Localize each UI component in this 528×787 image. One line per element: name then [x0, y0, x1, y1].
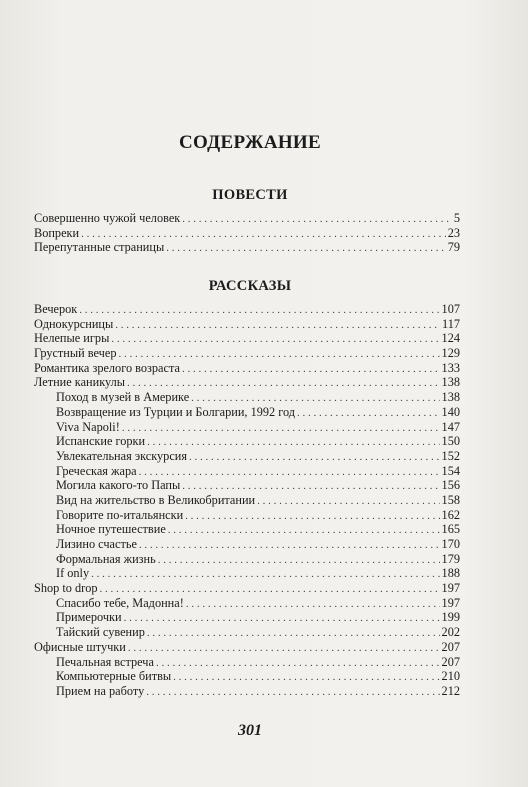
toc-subentry[interactable]: Поход в музей в Америке . . . 138 — [34, 390, 460, 405]
dot-leader — [257, 493, 439, 509]
toc-subentry[interactable]: Печальная встреча . . . 207 — [34, 655, 460, 670]
toc-entry[interactable]: Однокурсницы . . . 117 — [34, 317, 460, 332]
toc-entry[interactable]: Перепутанные страницы . . . 79 — [34, 240, 460, 255]
dot-leader — [111, 331, 439, 347]
page-number: 301 — [238, 722, 262, 739]
dot-leader — [127, 375, 440, 391]
toc-entry[interactable]: Романтика зрелого возраста . . . 133 — [34, 361, 460, 376]
toc-entry[interactable]: Совершенно чужой человек . . . 5 — [34, 211, 460, 226]
toc-subentry[interactable]: Испанские горки . . . 150 — [34, 434, 460, 449]
toc-subentry[interactable]: Говорите по-итальянски . . . 162 — [34, 508, 460, 523]
toc-subentry[interactable]: Ночное путешествие . . . 165 — [34, 522, 460, 537]
toc-subentry[interactable]: Вид на жительство в Великобритании . . . 158 — [34, 493, 460, 508]
toc-subentry[interactable]: Viva Napoli! . . . 147 — [34, 420, 460, 435]
dot-leader — [182, 478, 439, 494]
dot-leader — [166, 240, 445, 256]
dot-leader — [128, 640, 440, 656]
toc-subentry[interactable]: Увлекательная экскурсия . . . 152 — [34, 449, 460, 464]
dot-leader — [182, 211, 452, 227]
dot-leader — [118, 346, 439, 362]
dot-leader — [189, 449, 440, 465]
toc-entry[interactable]: Летние каникулы . . . 138 — [34, 375, 460, 390]
dot-leader — [146, 684, 439, 700]
toc-entry[interactable]: Shop to drop . . . 197 — [34, 581, 460, 596]
toc-subentry[interactable]: Греческая жара . . . 154 — [34, 464, 460, 479]
dot-leader — [147, 625, 440, 641]
dot-leader — [147, 434, 439, 450]
section-heading-stories: РАССКАЗЫ — [208, 278, 292, 294]
toc-entry[interactable]: Вопреки . . . 23 — [34, 226, 460, 241]
toc-subentry[interactable]: If only . . . 188 — [34, 566, 460, 581]
toc-entry[interactable]: Нелепые игры . . . 124 — [34, 331, 460, 346]
toc-subentry[interactable]: Компьютерные битвы . . . 210 — [34, 669, 460, 684]
dot-leader — [158, 552, 440, 568]
dot-leader — [115, 317, 440, 333]
toc-entry[interactable]: Вечерок . . . 107 — [34, 302, 460, 317]
toc-subentry[interactable]: Могила какого-то Папы . . . 156 — [34, 478, 460, 493]
dot-leader — [100, 581, 440, 597]
page-title: СОДЕРЖАНИЕ — [179, 132, 321, 153]
dot-leader — [156, 655, 440, 671]
dot-leader — [168, 522, 440, 538]
section-heading-novellas: ПОВЕСТИ — [212, 187, 288, 203]
dot-leader — [186, 596, 440, 612]
dot-leader — [173, 669, 439, 685]
dot-leader — [185, 508, 439, 524]
toc-subentry[interactable]: Тайский сувенир . . . 202 — [34, 625, 460, 640]
toc-subentry[interactable]: Лизино счастье . . . 170 — [34, 537, 460, 552]
dot-leader — [139, 537, 440, 553]
toc-novellas — [34, 211, 460, 255]
dot-leader — [91, 566, 439, 582]
toc-subentry[interactable]: Возвращение из Турции и Болгарии, 1992 год . . . 140 — [34, 405, 460, 420]
toc-subentry[interactable]: Примерочки . . . 199 — [34, 610, 460, 625]
dot-leader — [191, 390, 439, 406]
dot-leader — [79, 302, 439, 318]
dot-leader — [139, 464, 440, 480]
dot-leader — [124, 610, 440, 626]
toc-subentry[interactable]: Формальная жизнь . . . 179 — [34, 552, 460, 567]
toc-entry[interactable]: Грустный вечер . . . 129 — [34, 346, 460, 361]
toc-stories — [34, 302, 460, 699]
dot-leader — [81, 226, 446, 242]
toc-subentry[interactable]: Прием на работу . . . 212 — [34, 684, 460, 699]
dot-leader — [182, 361, 440, 377]
dot-leader — [122, 420, 440, 436]
dot-leader — [297, 405, 440, 421]
toc-entry[interactable]: Офисные штучки . . . 207 — [34, 640, 460, 655]
toc-subentry[interactable]: Спасибо тебе, Мадонна! . . . 197 — [34, 596, 460, 611]
